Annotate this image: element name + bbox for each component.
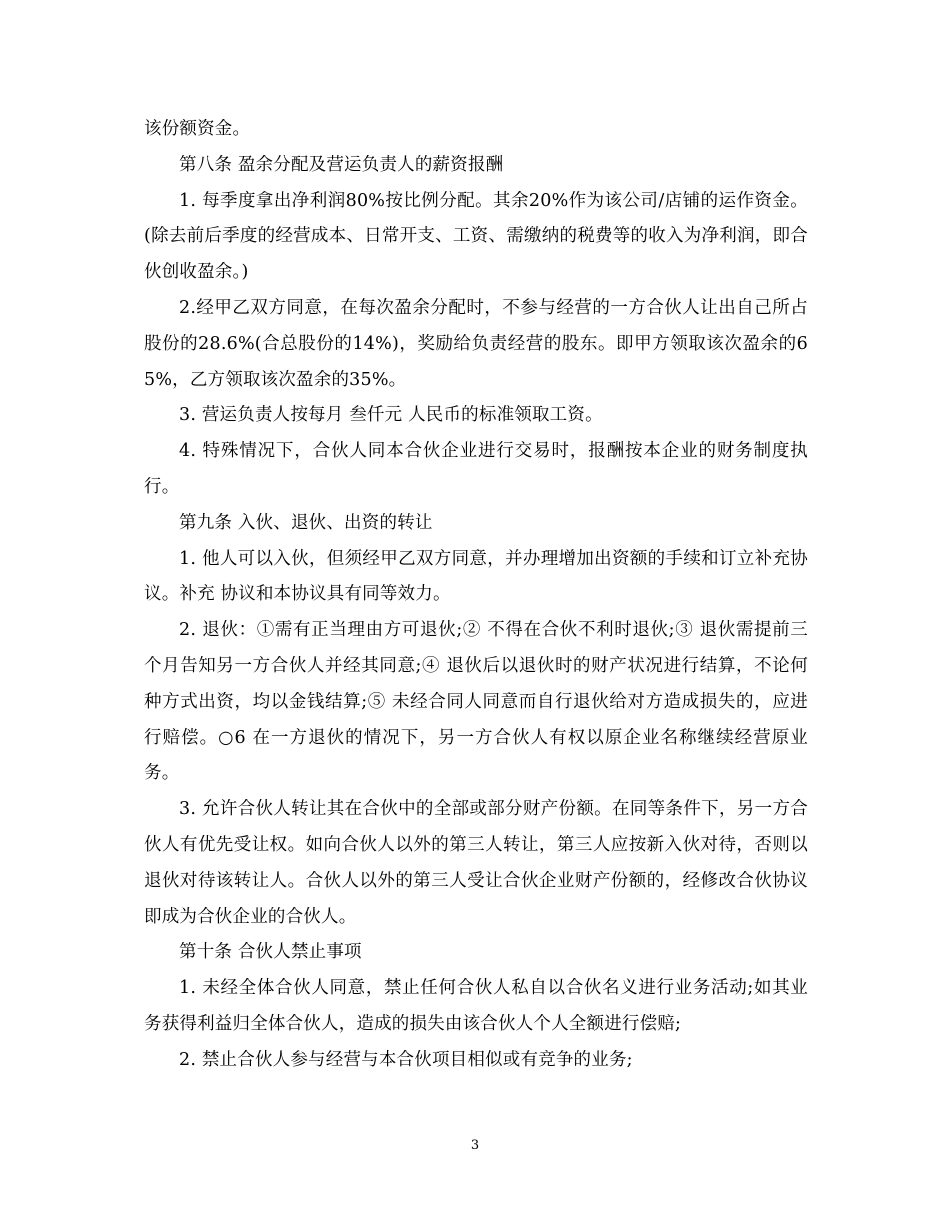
article-9-heading: 第九条 入伙、退伙、出资的转让 xyxy=(179,512,433,533)
article-9-clause-3: 3. 允许合伙人转让其在合伙中的全部或部分财产份额。在同等条件下，另一方合伙人有优先受让权。如向合伙人以外的第三人转让，第三人应按新入伙对待，否则以退伙对待该转让人。合伙人以外的第三人受让合伙企业财产份额的，经修改合伙协议即成为合伙企业的合伙人。 xyxy=(144,799,808,927)
article-8-clause-4: 4. 特殊情况下，合伙人同本合伙企业进行交易时，报酬按本企业的财务制度执行。 xyxy=(144,441,808,497)
document-body xyxy=(144,112,808,1079)
article-8-clause-3: 3. 营运负责人按每月 叁仟元 人民币的标准领取工资。 xyxy=(179,405,603,426)
paragraph-continuation: 该份额资金。 xyxy=(144,119,251,139)
article-9-clause-2: 2. 退伙：①需有正当理由方可退伙;② 不得在合伙不利时退伙;③ 退伙需提前三个月告知另一方合伙人并经其同意;④ 退伙后以退伙时的财产状况进行结算，不论何种方式出资，均以金钱结算;⑤ 未经合同人同意而自行退伙给对方造成损失的，应进行赔偿。○6 在一方退伙的情况下，另一方合伙人有权以原企业名称继续经营原业务。 xyxy=(144,620,808,784)
article-10-heading: 第十条 合伙人禁止事项 xyxy=(179,942,362,963)
article-10-clause-2: 2. 禁止合伙人参与经营与本合伙项目相似或有竞争的业务; xyxy=(179,1049,633,1070)
article-9-clause-1: 1. 他人可以入伙，但须经甲乙双方同意，并办理增加出资额的手续和订立补充协议。补充 协议和本协议具有同等效力。 xyxy=(144,548,808,605)
article-8-clause-2: 2.经甲乙双方同意，在每次盈余分配时，不参与经营的一方合伙人让出自己所占股份的28.6%(合总股份的14%)，奖励给负责经营的股东。即甲方领取该次盈余的65%，乙方领取该次盈余的35%。 xyxy=(144,297,808,390)
page-number: 3 xyxy=(470,1138,480,1153)
article-10-clause-1: 1. 未经全体合伙人同意，禁止任何合伙人私自以合伙名义进行业务活动;如其业务获得利益归全体合伙人，造成的损失由该合伙人个人全额进行偿赔; xyxy=(144,978,808,1034)
article-8-heading: 第八条 盈余分配及营运负责人的薪资报酬 xyxy=(179,154,504,175)
article-8-clause-1: 1. 每季度拿出净利润80%按比例分配。其余20%作为该公司/店铺的运作资金。(除去前后季度的经营成本、日常开支、工资、需缴纳的税费等的收入为净利润，即合伙创收盈余。) xyxy=(144,190,808,283)
